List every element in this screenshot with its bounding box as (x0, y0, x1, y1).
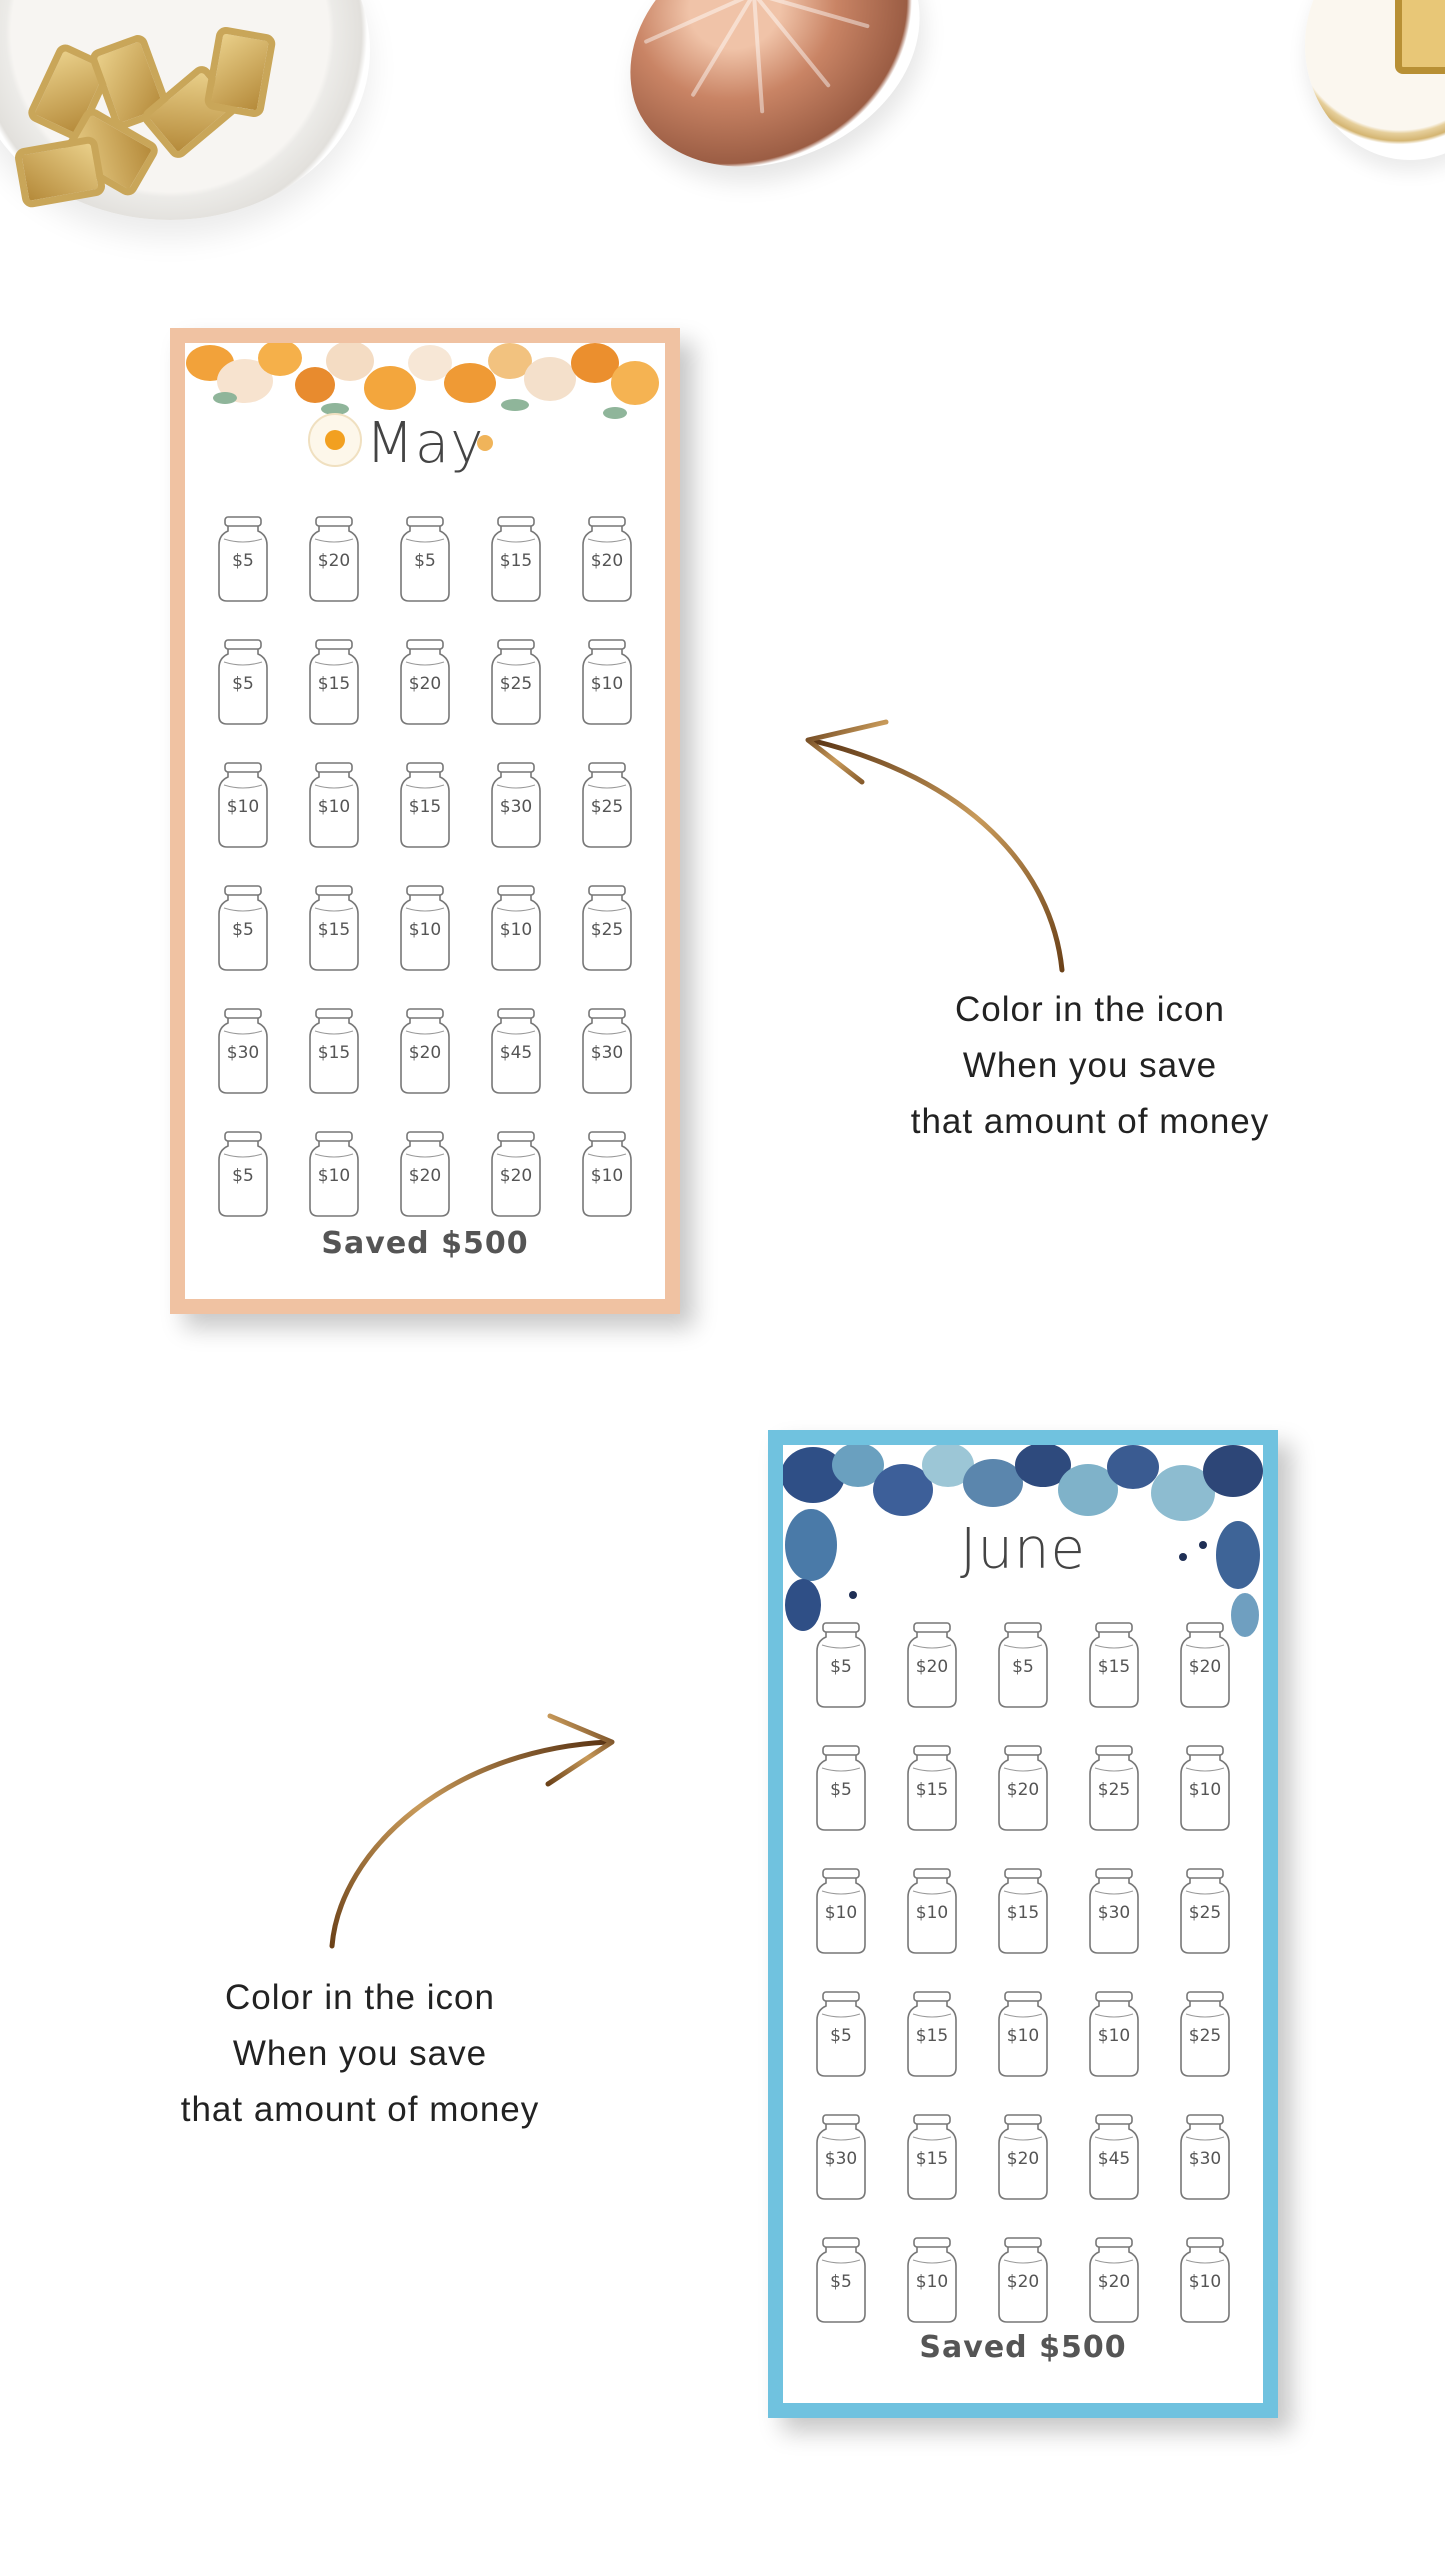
savings-jar[interactable] (905, 2113, 959, 2201)
savings-jar[interactable] (216, 1007, 270, 1095)
savings-jar[interactable] (580, 1007, 634, 1095)
savings-jar[interactable] (1178, 1744, 1232, 1832)
jar-amount: $20 (408, 1043, 442, 1063)
savings-jar[interactable] (398, 515, 452, 603)
jar-amount: $20 (408, 674, 442, 694)
jar-row (216, 638, 634, 761)
jar-amount: $30 (824, 2149, 858, 2169)
instruction-note-1 (880, 982, 1300, 1150)
jar-amount: $30 (590, 1043, 624, 1063)
savings-jar[interactable] (1087, 1990, 1141, 2078)
savings-jar[interactable] (1178, 1867, 1232, 1955)
jar-amount: $25 (499, 674, 533, 694)
jar-amount: $20 (1097, 2272, 1131, 2292)
jar-amount: $10 (915, 2272, 949, 2292)
savings-jar[interactable] (1087, 1621, 1141, 1709)
savings-jar[interactable] (216, 884, 270, 972)
jar-amount: $5 (232, 1166, 254, 1186)
jar-amount: $10 (226, 797, 260, 817)
curved-arrow-icon (790, 700, 1090, 980)
jar-grid (216, 515, 634, 1253)
jar-amount: $15 (317, 674, 351, 694)
instruction-note-2 (150, 1970, 570, 2138)
savings-jar[interactable] (1178, 1990, 1232, 2078)
savings-jar[interactable] (814, 2236, 868, 2324)
jar-amount: $10 (590, 674, 624, 694)
jar-amount: $5 (830, 1657, 852, 1677)
jar-amount: $20 (915, 1657, 949, 1677)
savings-jar[interactable] (489, 515, 543, 603)
jar-amount: $25 (1097, 1780, 1131, 1800)
savings-jar[interactable] (307, 1007, 361, 1095)
jar-row (814, 1990, 1232, 2113)
jar-amount: $15 (915, 1780, 949, 1800)
savings-jar[interactable] (398, 1007, 452, 1095)
jar-amount: $20 (499, 1166, 533, 1186)
jar-amount: $10 (1006, 2026, 1040, 2046)
jar-row (814, 1867, 1232, 1990)
jar-amount: $15 (499, 551, 533, 571)
jar-row (216, 1007, 634, 1130)
jar-amount: $20 (1006, 2272, 1040, 2292)
jar-amount: $25 (590, 920, 624, 940)
jar-amount: $5 (232, 674, 254, 694)
savings-jar[interactable] (307, 1130, 361, 1218)
note-line: When you save (232, 2034, 488, 2073)
savings-jar[interactable] (398, 761, 452, 849)
jar-amount: $15 (408, 797, 442, 817)
month-title: June (960, 1517, 1086, 1582)
savings-jar[interactable] (580, 638, 634, 726)
jar-amount: $10 (1188, 2272, 1222, 2292)
savings-jar[interactable] (1087, 2236, 1141, 2324)
jar-amount: $20 (1188, 1657, 1222, 1677)
jar-amount: $20 (590, 551, 624, 571)
savings-jar[interactable] (814, 1990, 868, 2078)
note-line: Color in the icon (225, 1978, 495, 2017)
savings-jar[interactable] (307, 638, 361, 726)
jar-amount: $10 (590, 1166, 624, 1186)
savings-jar[interactable] (814, 2113, 868, 2201)
jar-amount: $45 (499, 1043, 533, 1063)
savings-jar[interactable] (489, 1007, 543, 1095)
savings-jar[interactable] (580, 1130, 634, 1218)
curved-arrow-icon (320, 1700, 630, 1960)
jar-row (216, 884, 634, 1007)
jar-amount: $30 (1097, 1903, 1131, 1923)
paper-clip-bowl (0, 0, 370, 220)
jar-row (814, 1621, 1232, 1744)
gold-dish-decoration (1305, 0, 1445, 160)
savings-jar[interactable] (489, 1130, 543, 1218)
jar-row (814, 2113, 1232, 2236)
savings-jar[interactable] (216, 638, 270, 726)
savings-jar[interactable] (1087, 1867, 1141, 1955)
note-line: When you save (962, 1046, 1218, 1085)
savings-jar[interactable] (580, 761, 634, 849)
savings-jar[interactable] (996, 2236, 1050, 2324)
jar-row (216, 761, 634, 884)
saved-total: Saved $500 (321, 1226, 529, 1261)
jar-amount: $10 (1188, 1780, 1222, 1800)
jar-amount: $20 (1006, 2149, 1040, 2169)
savings-jar[interactable] (996, 1990, 1050, 2078)
jar-amount: $20 (1006, 1780, 1040, 1800)
jar-row (814, 1744, 1232, 1867)
jar-amount: $5 (1012, 1657, 1034, 1677)
saved-total: Saved $500 (919, 2330, 1127, 2365)
savings-jar[interactable] (814, 1867, 868, 1955)
savings-jar[interactable] (307, 884, 361, 972)
jar-amount: $25 (1188, 1903, 1222, 1923)
jar-amount: $30 (1188, 2149, 1222, 2169)
jar-amount: $25 (1188, 2026, 1222, 2046)
jar-amount: $15 (317, 920, 351, 940)
jar-amount: $15 (915, 2026, 949, 2046)
savings-jar[interactable] (580, 884, 634, 972)
jar-row (216, 515, 634, 638)
jar-grid (814, 1621, 1232, 2359)
copper-leaf-decoration (602, 0, 949, 193)
savings-jar[interactable] (905, 1621, 959, 1709)
jar-amount: $20 (408, 1166, 442, 1186)
jar-amount: $10 (317, 797, 351, 817)
savings-jar[interactable] (489, 761, 543, 849)
jar-amount: $30 (226, 1043, 260, 1063)
savings-jar[interactable] (1178, 2236, 1232, 2324)
savings-jar[interactable] (489, 638, 543, 726)
jar-amount: $5 (830, 2272, 852, 2292)
savings-jar[interactable] (996, 1867, 1050, 1955)
savings-jar[interactable] (1178, 2113, 1232, 2201)
jar-amount: $10 (408, 920, 442, 940)
jar-amount: $10 (1097, 2026, 1131, 2046)
savings-jar[interactable] (905, 1744, 959, 1832)
jar-amount: $5 (830, 1780, 852, 1800)
savings-jar[interactable] (1087, 1744, 1141, 1832)
savings-jar[interactable] (307, 761, 361, 849)
jar-amount: $5 (414, 551, 436, 571)
note-line: that amount of money (180, 2090, 540, 2129)
savings-jar[interactable] (1087, 2113, 1141, 2201)
savings-jar[interactable] (1178, 1621, 1232, 1709)
jar-amount: $15 (915, 2149, 949, 2169)
savings-jar[interactable] (216, 1130, 270, 1218)
savings-jar[interactable] (996, 1744, 1050, 1832)
savings-jar[interactable] (216, 515, 270, 603)
savings-jar[interactable] (905, 1990, 959, 2078)
savings-jar[interactable] (216, 761, 270, 849)
savings-jar[interactable] (814, 1621, 868, 1709)
jar-amount: $10 (915, 1903, 949, 1923)
savings-jar[interactable] (580, 515, 634, 603)
savings-jar[interactable] (489, 884, 543, 972)
jar-amount: $15 (1006, 1903, 1040, 1923)
savings-jar[interactable] (398, 884, 452, 972)
jar-amount: $15 (1097, 1657, 1131, 1677)
savings-jar[interactable] (996, 2113, 1050, 2201)
savings-jar[interactable] (307, 515, 361, 603)
may-savings-card (170, 328, 680, 1314)
jar-amount: $10 (824, 1903, 858, 1923)
jar-amount: $5 (232, 551, 254, 571)
jar-amount: $5 (232, 920, 254, 940)
jar-amount: $20 (317, 551, 351, 571)
savings-jar[interactable] (814, 1744, 868, 1832)
jar-amount: $30 (499, 797, 533, 817)
jar-amount: $10 (317, 1166, 351, 1186)
note-line: Color in the icon (955, 990, 1225, 1029)
jar-amount: $15 (317, 1043, 351, 1063)
savings-jar[interactable] (398, 1130, 452, 1218)
savings-jar[interactable] (905, 2236, 959, 2324)
june-savings-card (768, 1430, 1278, 2418)
jar-amount: $10 (499, 920, 533, 940)
note-line: that amount of money (910, 1102, 1270, 1141)
jar-amount: $5 (830, 2026, 852, 2046)
month-title: May (365, 411, 485, 476)
jar-amount: $45 (1097, 2149, 1131, 2169)
savings-jar[interactable] (905, 1867, 959, 1955)
savings-jar[interactable] (996, 1621, 1050, 1709)
savings-jar[interactable] (398, 638, 452, 726)
jar-amount: $25 (590, 797, 624, 817)
